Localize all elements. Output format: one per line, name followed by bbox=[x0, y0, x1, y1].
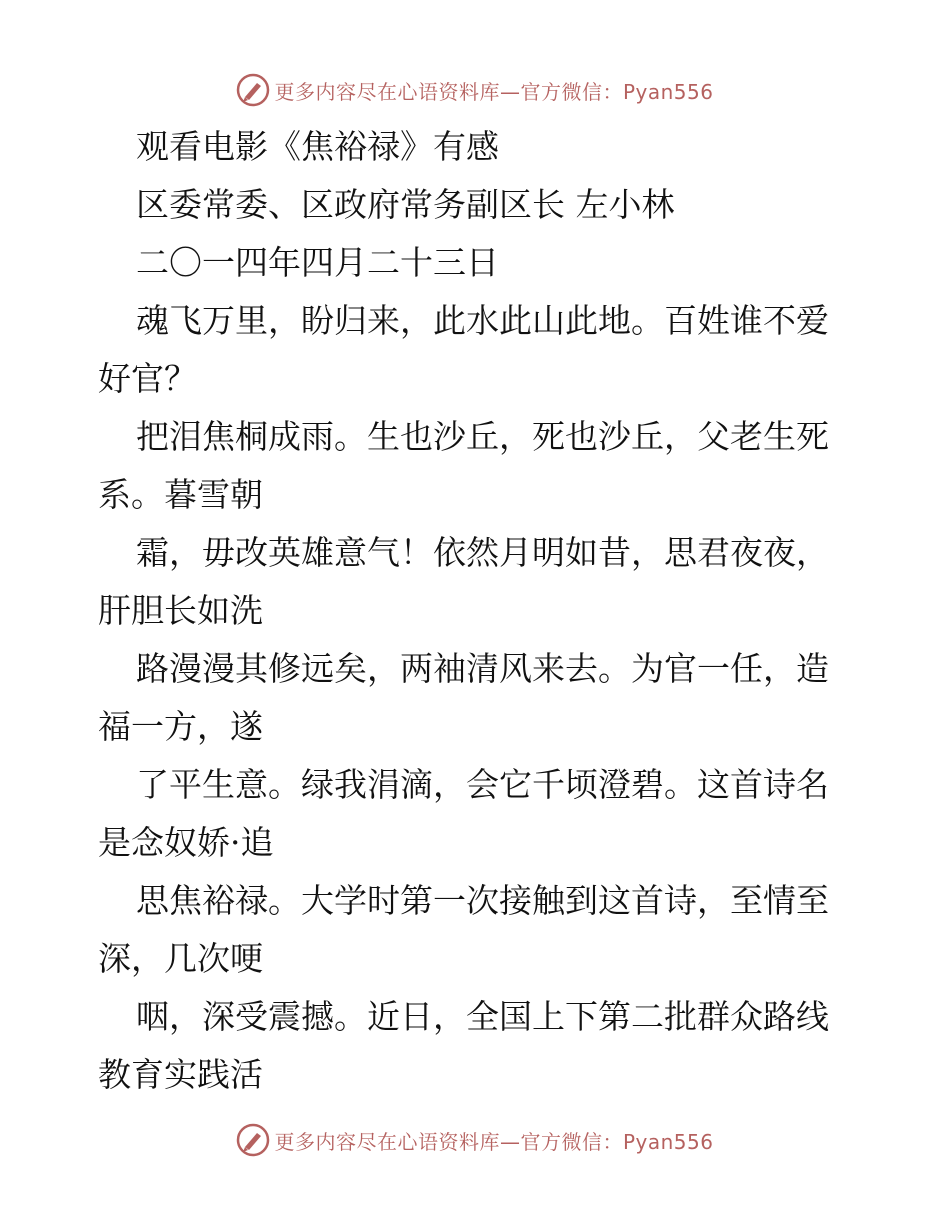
document-title: 观看电影《焦裕禄》有感 bbox=[136, 127, 499, 166]
footer-watermark-banner bbox=[0, 1120, 950, 1160]
paragraph: 霜，毋改英雄意气！依然月明如昔，思君夜夜，肝胆长如洗 bbox=[98, 533, 829, 630]
document-body bbox=[98, 118, 858, 1104]
paragraph: 魂飞万里，盼归来，此水此山此地。百姓谁不爱好官？ bbox=[98, 301, 829, 398]
watermark-text: 更多内容尽在心语资料库—官方微信：Pyan556 bbox=[274, 1129, 714, 1154]
date-line: 二〇一四年四月二十三日 bbox=[136, 243, 499, 282]
paragraph: 把泪焦桐成雨。生也沙丘，死也沙丘，父老生死系。暮雪朝 bbox=[98, 417, 829, 514]
paragraph: 路漫漫其修远矣，两袖清风来去。为官一任，造福一方，遂 bbox=[98, 649, 829, 746]
paragraph: 了平生意。绿我涓滴，会它千顷澄碧。这首诗名是念奴娇·追 bbox=[98, 765, 829, 862]
author-line: 区委常委、区政府常务副区长 左小林 bbox=[136, 185, 675, 224]
pen-logo-icon bbox=[236, 1123, 270, 1157]
paragraph: 思焦裕禄。大学时第一次接触到这首诗，至情至深，几次哽 bbox=[98, 881, 829, 978]
watermark-text: 更多内容尽在心语资料库—官方微信：Pyan556 bbox=[274, 79, 714, 104]
header-watermark-banner bbox=[0, 70, 950, 110]
pen-logo-icon bbox=[236, 73, 270, 107]
paragraph: 咽，深受震撼。近日，全国上下第二批群众路线教育实践活 bbox=[98, 997, 829, 1094]
